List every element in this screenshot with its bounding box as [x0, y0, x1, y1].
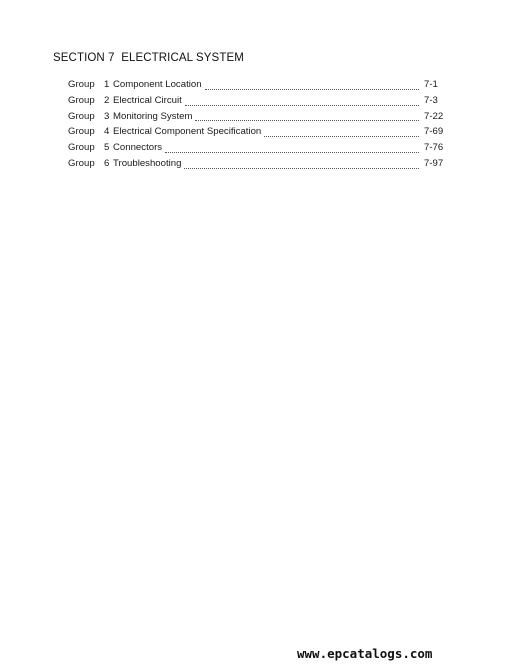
- toc-group-number: 4: [104, 126, 110, 138]
- toc-group-label: Group: [68, 157, 95, 169]
- toc-entry-title: Component Location: [113, 79, 202, 90]
- toc-entry-title: Connectors: [113, 142, 163, 154]
- toc-dot-leader: [184, 168, 419, 169]
- toc-page-number: 7-1: [424, 79, 438, 90]
- toc-group-number: 5: [104, 142, 110, 154]
- toc-entry-title: Electrical Component Specification: [113, 126, 262, 138]
- toc-group-label: Group: [68, 126, 95, 138]
- toc-group-label: Group: [68, 94, 95, 106]
- table-of-contents: [68, 79, 446, 174]
- toc-entry-5: [68, 142, 446, 158]
- toc-group-number: 2: [104, 94, 110, 106]
- toc-entry-4: [68, 126, 446, 142]
- toc-entry-title: Monitoring System: [113, 110, 193, 122]
- toc-entry-title: Electrical Circuit: [113, 94, 182, 106]
- toc-dot-leader: [165, 152, 419, 153]
- toc-entry-2: [68, 95, 446, 111]
- toc-group-number: 3: [104, 110, 110, 122]
- toc-page-number: 7-69: [424, 126, 444, 138]
- toc-dot-leader: [205, 89, 419, 90]
- toc-page-number: 7-97: [424, 157, 444, 169]
- toc-group-number: 1: [104, 79, 110, 90]
- toc-page-number: 7-22: [424, 110, 444, 122]
- toc-group-label: Group: [68, 142, 95, 154]
- toc-group-label: Group: [68, 110, 95, 122]
- toc-entry-6: [68, 158, 446, 174]
- site-watermark: www.epcatalogs.com: [297, 646, 433, 661]
- section-title: SECTION 7 ELECTRICAL SYSTEM: [53, 52, 244, 64]
- toc-entry-1: [68, 79, 446, 95]
- toc-dot-leader: [185, 105, 419, 106]
- toc-page-number: 7-3: [424, 94, 438, 106]
- toc-dot-leader: [195, 120, 419, 121]
- toc-dot-leader: [264, 136, 419, 137]
- toc-group-number: 6: [104, 157, 110, 169]
- toc-page-number: 7-76: [424, 142, 444, 154]
- toc-entry-3: [68, 111, 446, 127]
- toc-entry-title: Troubleshooting: [113, 157, 182, 169]
- toc-group-label: Group: [68, 79, 95, 90]
